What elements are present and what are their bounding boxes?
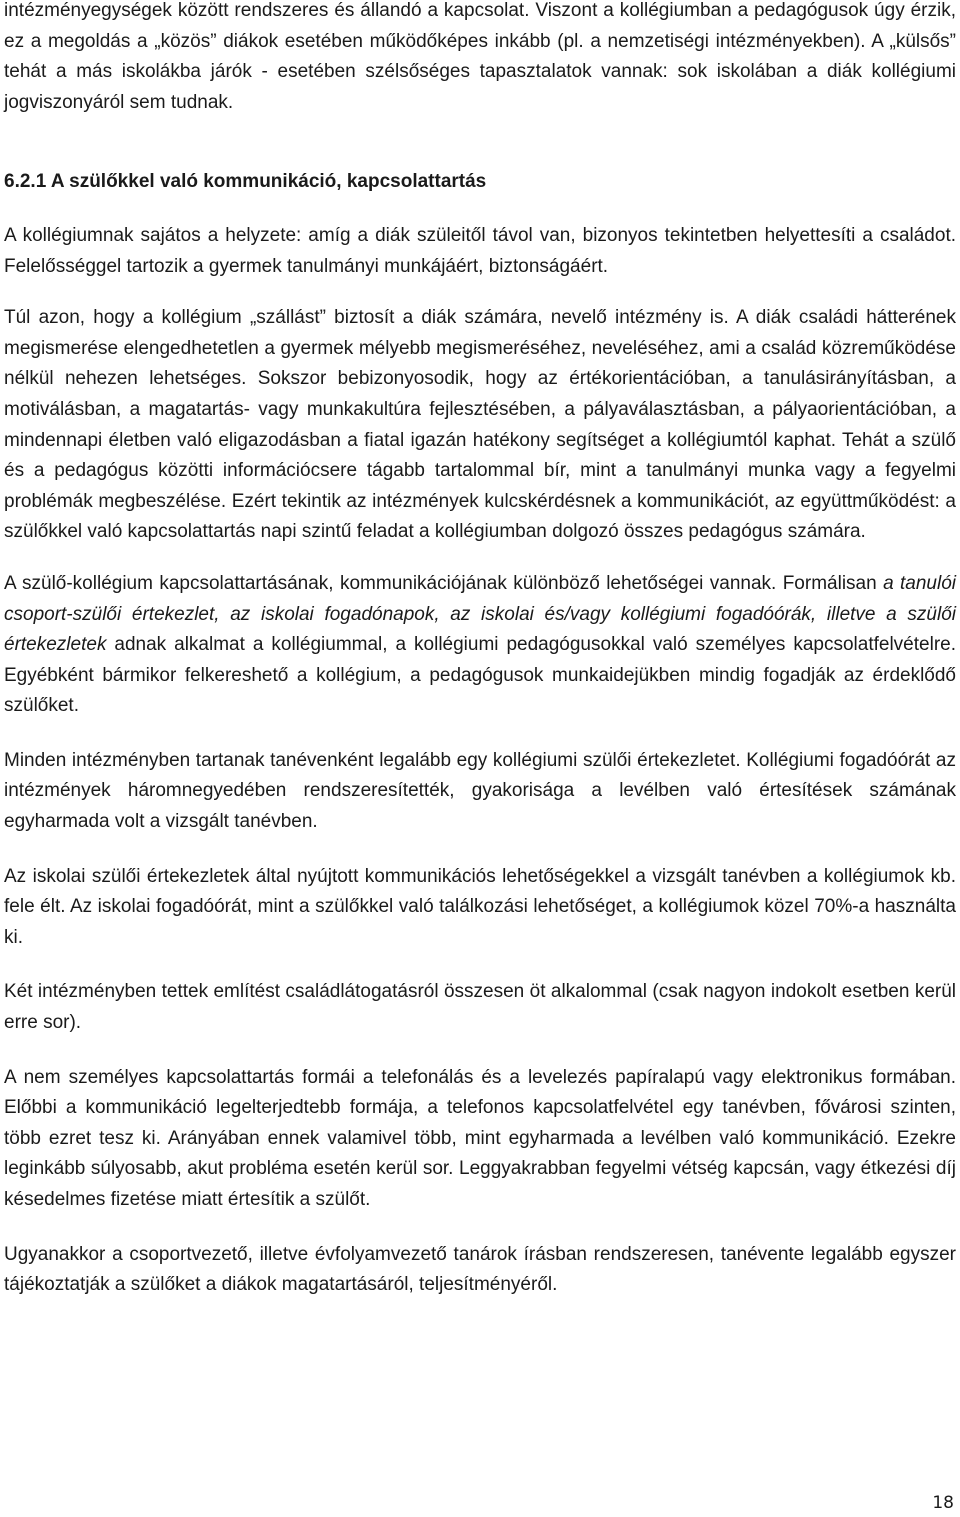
paragraph-family-visits: Két intézményben tettek említést családlátogatásról összesen öt alkalommal (csak nagyon indokolt esetben kerül erre sor). (4, 981, 956, 1034)
page-number: 18 (932, 1493, 954, 1513)
paragraph-written-reports: Ugyanakkor a csoportvezető, illetve évfolyamvezető tanárok írásban rendszeresen, tanévente legalább egyszer tájékoztatják a szülőket a diákok magatartásáról, teljesítményéről. (4, 1243, 956, 1296)
paragraph-role-of-dormitory: A kollégiumnak sajátos a helyzete: amíg a diák szüleitől távol van, bizonyos tekintetben helyettesíti a családot. Felelősséggel tartozik a gyermek tanulmányi munkájáért, biztonságáért. (4, 224, 956, 277)
intro-paragraph: intézményegységek között rendszeres és állandó a kapcsolat. Viszont a kollégiumban a pedagógusok úgy érzik, ez a megoldás a „közös” diákok esetében működőképes inkább (pl. a nemzetiségi intézményekben). A „külsős” tehát a más iskolákba járók - esetében szélsőséges tapasztalatok vannak: sok iskolában a diák kollégiumi jogviszonyáról sem tudnak. (4, 0, 956, 113)
paragraph-contact-forms-end: adnak alkalmat a kollégiummal, a kollégiumi pedagógusokkal való személyes kapcsolatfelvételre. Egyébként bármikor felkereshető a kollégium, a pedagógusok munkaidejükben mindig fogadják az érdeklődő szülőket. (4, 634, 956, 717)
section-heading: 6.2.1 A szülőkkel való kommunikáció, kapcsolattartás (4, 171, 487, 193)
paragraph-contact-forms (4, 569, 956, 722)
paragraph-contact-forms-emphasis: a tanulói csoport-szülői értekezlet, az iskolai fogadónapok, az iskolai és/vagy kollégiumi fogadóórák, illetve a szülői értekezletek (4, 572, 956, 656)
paragraph-parent-meetings: Minden intézményben tartanak tanévenként legalább egy kollégiumi szülői értekezletet. Kollégiumi fogadóórát az intézmények háromnegyedében rendszeresítették, gyakorisága a levélben való értesítések számának egyharmada volt a vizsgált tanévben. (4, 749, 956, 833)
document-page (4, 0, 956, 1301)
paragraph-non-personal-contact: A nem személyes kapcsolattartás formái a telefonálás és a levelezés papíralapú vagy elektronikus formában. Előbbi a kommunikáció legelterjedtebb formája, a telefonos kapcsolatfelvétel egy tanévben, fővárosi szinten, több ezret tesz ki. Arányában ennek valamivel több, mint egyharmada a levélben való kommunikáció. Ezekre leginkább súlyosabb, akut probléma esetén kerül sor. Leggyakrabban fegyelmi vétség kapcsán, vagy étkezési díj késedelmes fizetése miatt értesítik a szülőt. (4, 1066, 956, 1210)
paragraph-family-background: Túl azon, hogy a kollégium „szállást” biztosít a diák számára, nevelő intézmény is. A diák családi hátterének megismerése elengedhetetlen a gyermek mélyebb megismeréséhez, neveléséhez, ami a család közreműködése nélkül nehezen lehetséges. Sokszor bebizonyosodik, hogy az értékorientációban, a tanulásirányításban, a motiválásban, a magatartás- vagy munkakultúra fejlesztésében, a pályaválasztásban, a pályaorientációban, a mindennapi életben való eligazodásban a fiatal igazán hatékony segítséget a kollégiumtól kaphat. Tehát a szülő és a pedagógus közötti információcsere tágabb tartalommal bír, mint a tanulmányi munka vagy a fegyelmi problémák megbeszélése. Ezért tekintik az intézmények kulcskérdésnek a kommunikációt, az együttműködést: a szülőkkel való kapcsolattartás napi szintű feladat a kollégiumban dolgozó összes pedagógus számára. (4, 307, 956, 543)
paragraph-school-meetings: Az iskolai szülői értekezletek által nyújtott kommunikációs lehetőségekkel a vizsgált tanévben a kollégiumok kb. fele élt. Az iskolai fogadóórát, mint a szülőkkel való találkozási lehetőséget, a kollégiumok közel 70%-a használta ki. (4, 865, 956, 948)
paragraph-contact-forms-start: A szülő-kollégium kapcsolattartásának, kommunikációjának különböző lehetőségei vannak. Formálisan (4, 572, 884, 594)
